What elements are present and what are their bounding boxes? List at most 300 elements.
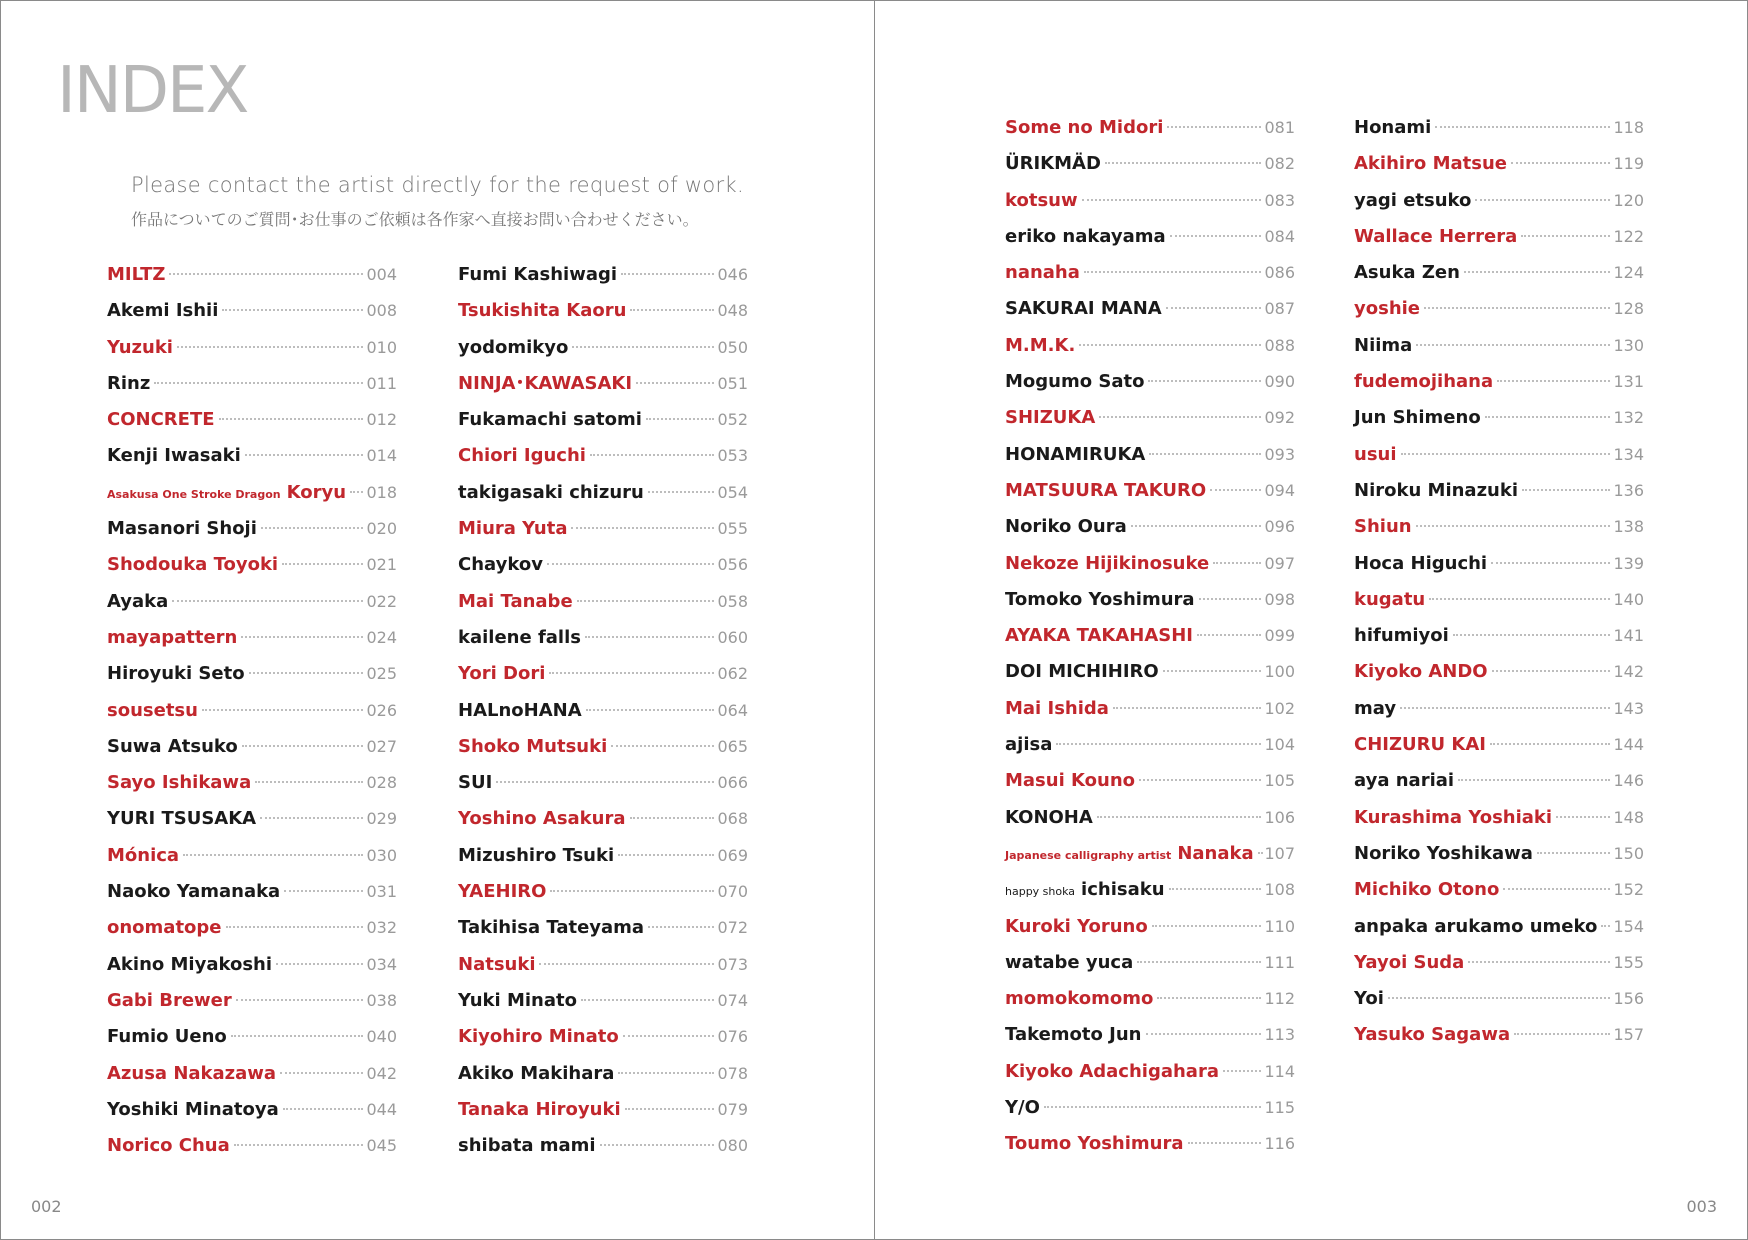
dot-leader — [1097, 816, 1262, 818]
entry-page: 112 — [1264, 989, 1295, 1009]
index-entry — [1005, 400, 1295, 436]
entry-page: 157 — [1613, 1025, 1644, 1045]
index-entry — [458, 511, 748, 547]
dot-leader — [1435, 126, 1610, 128]
index-entry — [458, 547, 748, 583]
dot-leader — [276, 963, 363, 965]
index-entry — [1354, 219, 1644, 255]
entry-page: 111 — [1264, 952, 1295, 972]
entry-page: 118 — [1613, 118, 1644, 137]
entry-page: 030 — [366, 845, 397, 865]
dot-leader — [245, 454, 364, 456]
entry-page: 100 — [1264, 662, 1295, 682]
dot-leader — [1497, 380, 1610, 382]
entry-name: ÜRIKMÄD — [1005, 153, 1101, 175]
index-entry — [458, 656, 748, 692]
dot-leader — [1137, 961, 1261, 963]
index-entry — [1005, 872, 1295, 908]
entry-page: 097 — [1264, 553, 1295, 573]
entry-name: Norico Chua — [107, 1135, 230, 1157]
dot-leader — [1388, 997, 1611, 999]
entry-name: usui — [1354, 443, 1397, 465]
entry-name: Chaykov — [458, 554, 543, 576]
entry-page: 139 — [1613, 553, 1644, 573]
dot-leader — [1514, 1033, 1610, 1035]
entry-name: mayapattern — [107, 626, 238, 648]
dot-leader — [1475, 199, 1610, 201]
dot-leader — [1105, 162, 1262, 164]
dot-leader — [1113, 707, 1262, 709]
index-entry — [1005, 1054, 1295, 1090]
entry-page: 076 — [717, 1027, 748, 1047]
dot-leader — [1079, 344, 1261, 346]
index-entry — [458, 438, 748, 474]
entry-name: Yayoi Suda — [1354, 951, 1465, 973]
dot-leader — [1149, 453, 1261, 455]
entry-page: 024 — [366, 627, 397, 647]
entry-name: Shoko Mutsuki — [458, 735, 608, 757]
entry-name: Kuroki Yoruno — [1005, 915, 1148, 937]
entry-page: 108 — [1264, 880, 1295, 900]
index-entry — [107, 620, 397, 656]
entry-name: Shodouka Toyoki — [107, 554, 279, 576]
entry-prefix: Japanese calligraphy artist — [1005, 848, 1172, 862]
index-entry — [458, 475, 748, 511]
entry-page: 018 — [366, 482, 397, 502]
dot-leader — [496, 781, 714, 783]
index-column-2 — [458, 257, 748, 1164]
entry-name: AYAKA TAKAHASHI — [1005, 625, 1194, 647]
entry-page: 066 — [717, 773, 748, 793]
entry-page: 022 — [366, 591, 397, 611]
index-entry — [1005, 546, 1295, 582]
entry-page: 058 — [717, 591, 748, 611]
index-entry — [1005, 763, 1295, 799]
index-entry — [1354, 509, 1644, 545]
dot-leader — [648, 926, 714, 928]
entry-page: 081 — [1264, 118, 1295, 137]
index-entry — [1354, 546, 1644, 582]
dot-leader — [1082, 199, 1262, 201]
entry-page: 132 — [1613, 408, 1644, 428]
entry-page: 155 — [1613, 952, 1644, 972]
entry-page: 073 — [717, 954, 748, 974]
entry-name: Tomoko Yoshimura — [1005, 588, 1195, 610]
index-column-1 — [107, 257, 397, 1164]
index-entry — [458, 330, 748, 366]
entry-page: 011 — [366, 373, 397, 393]
dot-leader — [1492, 670, 1611, 672]
dot-leader — [611, 745, 714, 747]
entry-page: 128 — [1613, 299, 1644, 319]
index-entry — [1005, 945, 1295, 981]
entry-name: Hiroyuki Seto — [107, 663, 245, 685]
entry-name: YAEHIRO — [458, 881, 547, 903]
index-entry — [1005, 473, 1295, 509]
entry-page: 142 — [1613, 662, 1644, 682]
entry-name: KONOHA — [1005, 806, 1093, 828]
entry-name: may — [1354, 697, 1397, 719]
dot-leader — [260, 817, 363, 819]
entry-page: 093 — [1264, 444, 1295, 464]
entry-name: Akemi Ishii — [107, 300, 219, 322]
entry-name: watabe yuca — [1005, 951, 1134, 973]
entry-page: 106 — [1264, 807, 1295, 827]
index-entry — [1005, 1090, 1295, 1126]
index-entry — [1354, 800, 1644, 836]
entry-name: Yasuko Sagawa — [1354, 1024, 1511, 1046]
entry-name: Naoko Yamanaka — [107, 881, 281, 903]
intro-japanese: 作品についてのご質問･お仕事のご依頼は各作家へ直接お問い合わせください。 — [131, 210, 699, 229]
dot-leader — [590, 454, 715, 456]
entry-page: 012 — [366, 410, 397, 430]
entry-page: 116 — [1264, 1134, 1295, 1154]
dot-leader — [234, 1144, 364, 1146]
entry-page: 144 — [1613, 735, 1644, 755]
entry-page: 148 — [1613, 807, 1644, 827]
dot-leader — [231, 1035, 364, 1037]
entry-page: 096 — [1264, 517, 1295, 537]
entry-page: 086 — [1264, 263, 1295, 283]
entry-page: 004 — [366, 265, 397, 284]
dot-leader — [1416, 344, 1610, 346]
index-entry — [1354, 582, 1644, 618]
dot-leader — [1210, 489, 1261, 491]
dot-leader — [1464, 271, 1611, 273]
dot-leader — [630, 309, 714, 311]
entry-page: 062 — [717, 664, 748, 684]
dot-leader — [581, 999, 714, 1001]
entry-page: 110 — [1264, 916, 1295, 936]
index-entry — [1354, 909, 1644, 945]
entry-page: 080 — [717, 1136, 748, 1156]
entry-page: 143 — [1613, 698, 1644, 718]
entry-page: 034 — [366, 954, 397, 974]
right-page — [874, 0, 1748, 1240]
index-entry — [1354, 291, 1644, 327]
entry-name: yodomikyo — [458, 336, 569, 358]
entry-name: Fukamachi satomi — [458, 409, 642, 431]
entry-page: 052 — [717, 410, 748, 430]
index-entry — [107, 547, 397, 583]
dot-leader — [1556, 816, 1610, 818]
entry-name: momokomomo — [1005, 988, 1154, 1010]
entry-page: 008 — [366, 301, 397, 321]
entry-name: Michiko Otono — [1354, 879, 1500, 901]
index-entry — [1005, 1017, 1295, 1053]
index-entry — [107, 511, 397, 547]
index-entry — [1354, 473, 1644, 509]
entry-name: CONCRETE — [107, 409, 215, 431]
dot-leader — [630, 817, 715, 819]
index-entry — [458, 947, 748, 983]
entry-name: DOI MICHIHIRO — [1005, 661, 1159, 683]
dot-leader — [280, 1072, 363, 1074]
entry-name: HALnoHANA — [458, 699, 582, 721]
entry-page: 079 — [717, 1099, 748, 1119]
index-entry — [1354, 945, 1644, 981]
entry-name: Fumio Ueno — [107, 1026, 227, 1048]
entry-name: Yori Dori — [458, 663, 546, 685]
entry-name: hifumiyoi — [1354, 625, 1449, 647]
dot-leader — [1197, 634, 1261, 636]
entry-page: 048 — [717, 301, 748, 321]
entry-name: Akino Miyakoshi — [107, 953, 273, 975]
index-entry — [458, 366, 748, 402]
entry-name: Kiyoko Adachigahara — [1005, 1060, 1219, 1082]
dot-leader — [1167, 126, 1261, 128]
entry-name: Tanaka Hiroyuki — [458, 1098, 621, 1120]
dot-leader — [550, 890, 714, 892]
dot-leader — [625, 1108, 715, 1110]
dot-leader — [219, 418, 364, 420]
entry-page: 098 — [1264, 589, 1295, 609]
entry-prefix: happy shoka — [1005, 885, 1076, 899]
dot-leader — [183, 854, 363, 856]
dot-leader — [636, 382, 714, 384]
index-entry — [1354, 437, 1644, 473]
entry-name: aya nariai — [1354, 770, 1455, 792]
dot-leader — [283, 1108, 364, 1110]
entry-page: 051 — [717, 373, 748, 393]
entry-name: Some no Midori — [1005, 117, 1164, 138]
dot-leader — [1424, 307, 1610, 309]
entry-page: 045 — [366, 1136, 397, 1156]
entry-name: Tsukishita Kaoru — [458, 300, 627, 322]
index-entry — [458, 1056, 748, 1092]
entry-page: 119 — [1613, 154, 1644, 174]
index-entry — [107, 801, 397, 837]
index-entry — [107, 584, 397, 620]
entry-name: takigasaki chizuru — [458, 481, 644, 503]
index-entry — [1005, 255, 1295, 291]
dot-leader — [1166, 307, 1262, 309]
index-entry — [458, 729, 748, 765]
entry-page: 105 — [1264, 771, 1295, 791]
index-entry — [1354, 836, 1644, 872]
dot-leader — [255, 781, 363, 783]
dot-leader — [1429, 598, 1610, 600]
entry-name: ajisa — [1005, 734, 1053, 756]
index-entry — [107, 402, 397, 438]
entry-page: 072 — [717, 918, 748, 938]
index-entry — [107, 330, 397, 366]
entry-page: 069 — [717, 845, 748, 865]
entry-name: Rinz — [107, 372, 151, 394]
dot-leader — [577, 600, 715, 602]
index-entry — [458, 874, 748, 910]
entry-page: 014 — [366, 446, 397, 466]
entry-name: Akiko Makihara — [458, 1062, 615, 1084]
entry-name: Chiori Iguchi — [458, 445, 586, 467]
dot-leader — [1601, 925, 1610, 927]
dot-leader — [177, 346, 363, 348]
index-entry — [107, 983, 397, 1019]
dot-leader — [242, 745, 364, 747]
entry-name: Mai Tanabe — [458, 590, 573, 612]
entry-name: Nekoze Hijikinosuke — [1005, 552, 1210, 574]
dot-leader — [1148, 380, 1261, 382]
intro-english: Please contact the artist directly for the request of work. — [131, 173, 744, 197]
entry-name: Masanori Shoji — [107, 518, 257, 540]
index-entry — [1005, 509, 1295, 545]
entry-page: 099 — [1264, 626, 1295, 646]
dot-leader — [1157, 997, 1261, 999]
entry-name: Takemoto Jun — [1005, 1024, 1142, 1046]
index-column-3 — [1005, 110, 1295, 1163]
entry-name: kotsuw — [1005, 189, 1078, 211]
index-entry — [1354, 364, 1644, 400]
index-entry — [1354, 727, 1644, 763]
entry-name: Mai Ishida — [1005, 697, 1109, 719]
dot-leader — [222, 309, 363, 311]
index-entry — [107, 693, 397, 729]
dot-leader — [1522, 489, 1610, 491]
entry-page: 083 — [1264, 190, 1295, 210]
entry-name: fudemojihana — [1354, 371, 1494, 393]
dot-leader — [282, 563, 363, 565]
index-entry — [458, 620, 748, 656]
entry-page: 070 — [717, 882, 748, 902]
dot-leader — [1139, 779, 1261, 781]
entry-name: Natsuki — [458, 953, 536, 975]
entry-name: Akihiro Matsue — [1354, 153, 1507, 175]
entry-page: 038 — [366, 990, 397, 1010]
entry-page: 065 — [717, 736, 748, 756]
index-entry — [107, 656, 397, 692]
entry-name: yoshie — [1354, 298, 1421, 320]
dot-leader — [549, 672, 714, 674]
index-entry — [458, 765, 748, 801]
entry-name: CHIZURU KAI — [1354, 734, 1486, 756]
index-entry — [458, 402, 748, 438]
entry-page: 138 — [1613, 517, 1644, 537]
entry-name: Suwa Atsuko — [107, 735, 238, 757]
dot-leader — [1401, 453, 1611, 455]
index-entry — [458, 1019, 748, 1055]
entry-page: 028 — [366, 773, 397, 793]
entry-page: 131 — [1613, 372, 1644, 392]
dot-leader — [618, 854, 714, 856]
entry-name: MILTZ — [107, 264, 166, 285]
entry-page: 010 — [366, 337, 397, 357]
entry-name: Hoca Higuchi — [1354, 552, 1488, 574]
entry-page: 050 — [717, 337, 748, 357]
dot-leader — [249, 672, 364, 674]
dot-leader — [1223, 1070, 1261, 1072]
index-entry — [1354, 255, 1644, 291]
entry-page: 055 — [717, 519, 748, 539]
index-entry — [1354, 110, 1644, 146]
dot-leader — [539, 963, 714, 965]
dot-leader — [1258, 852, 1262, 854]
dot-leader — [1084, 271, 1262, 273]
entry-name: Sayo Ishikawa — [107, 772, 252, 794]
index-entry — [1005, 981, 1295, 1017]
dot-leader — [1511, 162, 1610, 164]
dot-leader — [1537, 852, 1611, 854]
entry-name: anpaka arukamo umeko — [1354, 915, 1598, 937]
entry-name: Mizushiro Tsuki — [458, 844, 615, 866]
entry-name: Kenji Iwasaki — [107, 445, 241, 467]
index-entry — [458, 1092, 748, 1128]
index-entry — [458, 293, 748, 329]
entry-name: shibata mami — [458, 1135, 596, 1157]
index-entry — [1005, 437, 1295, 473]
dot-leader — [1485, 416, 1611, 418]
dot-leader — [1468, 961, 1610, 963]
page-title: INDEX — [57, 54, 248, 128]
index-entry — [1005, 909, 1295, 945]
entry-name: Kiyohiro Minato — [458, 1026, 619, 1048]
entry-page: 156 — [1613, 989, 1644, 1009]
index-column-4 — [1354, 110, 1644, 1054]
entry-name: Niroku Minazuki — [1354, 479, 1519, 501]
entry-page: 040 — [366, 1027, 397, 1047]
entry-name: sousetsu — [107, 699, 198, 721]
dot-leader — [1416, 525, 1611, 527]
dot-leader — [1169, 888, 1262, 890]
entry-name: Gabi Brewer — [107, 989, 232, 1011]
dot-leader — [202, 709, 364, 711]
entry-name: onomatope — [107, 917, 222, 939]
entry-name: Mogumo Sato — [1005, 371, 1145, 393]
index-entry — [107, 765, 397, 801]
entry-page: 092 — [1264, 408, 1295, 428]
index-entry — [1354, 183, 1644, 219]
index-entry — [107, 1019, 397, 1055]
entry-name: Noriko Yoshikawa — [1354, 842, 1533, 864]
entry-page: 115 — [1264, 1098, 1295, 1118]
entry-name: HONAMIRUKA — [1005, 443, 1146, 465]
entry-page: 124 — [1613, 263, 1644, 283]
entry-name: NINJA･KAWASAKI — [458, 372, 633, 394]
entry-name: Shiun — [1354, 516, 1412, 538]
entry-name: Azusa Nakazawa — [107, 1062, 277, 1084]
entry-page: 026 — [366, 700, 397, 720]
entry-page: 102 — [1264, 698, 1295, 718]
entry-name: Miura Yuta — [458, 518, 568, 540]
entry-page: 094 — [1264, 480, 1295, 500]
dot-leader — [154, 382, 363, 384]
entry-name: Takihisa Tateyama — [458, 917, 645, 939]
entry-name: MATSUURA TAKURO — [1005, 479, 1207, 501]
index-entry — [107, 910, 397, 946]
dot-leader — [646, 418, 715, 420]
index-entry — [1005, 800, 1295, 836]
entry-name: YURI TSUSAKA — [107, 808, 257, 830]
dot-leader — [571, 527, 714, 529]
entry-name: SAKURAI MANA — [1005, 298, 1162, 320]
index-entry — [107, 438, 397, 474]
index-entry — [1354, 654, 1644, 690]
entry-page: 020 — [366, 519, 397, 539]
entry-name: Fumi Kashiwagi — [458, 264, 618, 285]
entry-name: kugatu — [1354, 588, 1426, 610]
index-entry — [1354, 691, 1644, 727]
dot-leader — [1099, 416, 1261, 418]
dot-leader — [350, 491, 363, 493]
dot-leader — [1453, 634, 1611, 636]
entry-page: 140 — [1613, 589, 1644, 609]
entry-page: 032 — [366, 918, 397, 938]
index-entry — [107, 947, 397, 983]
entry-page: 120 — [1613, 190, 1644, 210]
entry-page: 114 — [1264, 1061, 1295, 1081]
index-entry — [1005, 727, 1295, 763]
entry-page: 042 — [366, 1063, 397, 1083]
entry-page: 107 — [1264, 843, 1295, 863]
